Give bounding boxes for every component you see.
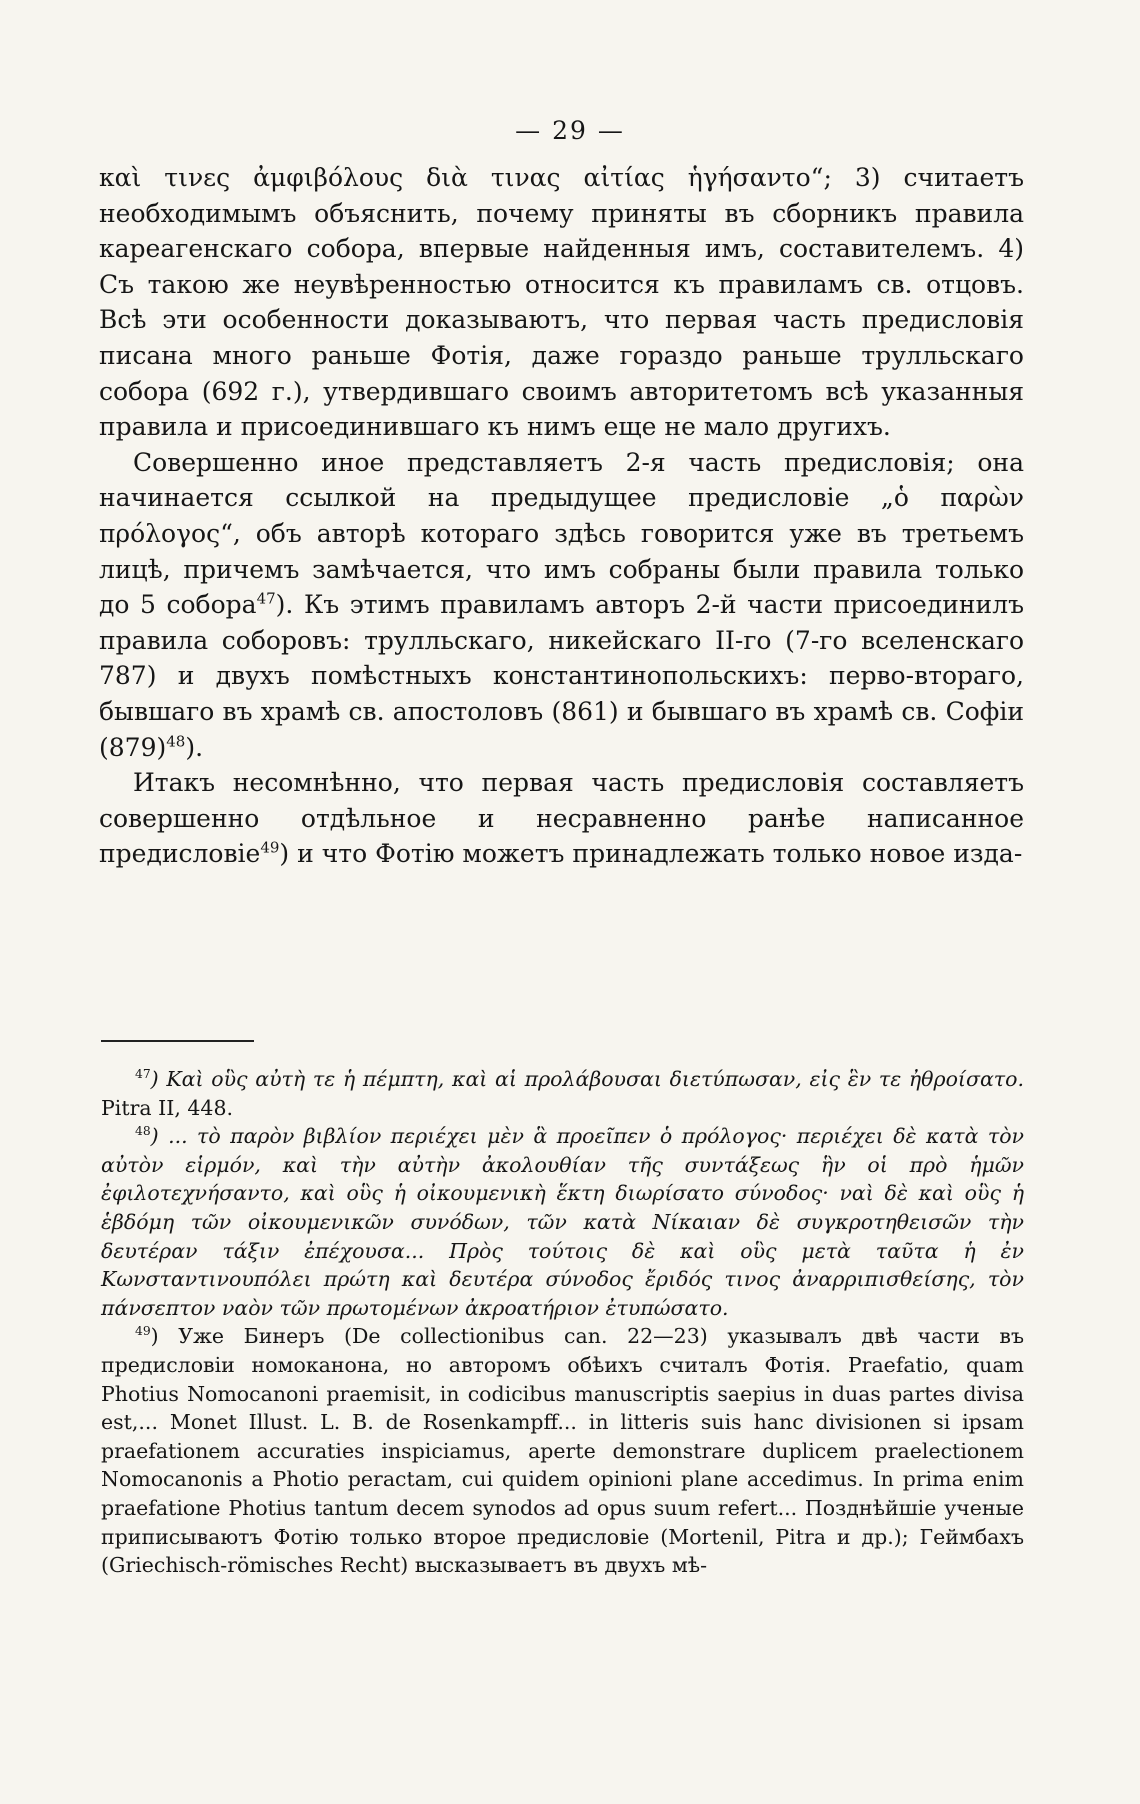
paragraph-3-text-a: Итакъ несомнѣнно, что первая часть предисловія составляетъ совершенно отдѣльное и несравненно ранѣе написанное предисловіе <box>99 768 1024 869</box>
footnote-48 <box>101 1122 1024 1322</box>
footnote-ref-48: 48 <box>166 732 186 751</box>
footnote-49-marker: 49 <box>135 1324 151 1339</box>
paragraph-2-text-c: ). <box>185 732 204 762</box>
footnote-47-greek: ) Καὶ οὓς αὐτὴ τε ἡ πέμπτη, καὶ αἱ προλάβουσαι διετύπωσαν, εἰς ἓν τε ἠθροίσατο. <box>150 1067 1024 1091</box>
page-number: — 29 — <box>515 116 625 145</box>
paragraph-3 <box>99 765 1024 872</box>
footnote-48-marker: 48 <box>135 1124 151 1139</box>
footnote-49-text: ) Уже Бинеръ (De collectionibus can. 22—23) указывалъ двѣ части въ предисловіи номоканона, но авторомъ обѣихъ считалъ Фотія. Praefatio, quam Photius Nomocanoni praemisit, in codicibus manuscriptis saepius in duas partes divisa est,... Monet Illust. L. B. de Rosenkampff... in litteris suis hanc divisionen si ipsam praefationem accuraties inspiciamus, aperte demonstrare duplicem praelectionem Nomocanonis a Photio peractam, cui quidem opinioni plane accedimus. In prima enim praefatione Photius tantum decem synodos ad opus suum refert... Позднѣйшіе ученые приписываютъ Фотію только второе предисловіе (Mortenil, Pitra и др.); Геймбахъ (Griechisch-römisches Recht) высказываетъ въ двухъ мѣ- <box>101 1324 1024 1578</box>
footnote-separator <box>101 1040 254 1042</box>
footnote-47-marker: 47 <box>135 1067 151 1082</box>
footnote-48-greek: ) ... τὸ παρὸν βιβλίον περιέχει μὲν ἃ προεῖπεν ὁ πρόλογος· περιέχει δὲ κατὰ τὸν αὐτὸν εἱρμόν, καὶ τὴν αὐτὴν ἀκολουθίαν τῆς συντάξεως ἣν οἱ πρὸ ἡμῶν ἐφιλοτεχνήσαντο, καὶ οὓς ἡ οἰκουμενικὴ ἕκτη διωρίσατο σύνοδος· ναὶ δὲ καὶ οὓς ἡ ἑβδόμη τῶν οἰκουμενικῶν συνόδων, τῶν κατὰ Νίκαιαν δὲ συγκροτηθεισῶν τὴν δευτέραν τάξιν ἐπέχουσα... Πρὸς τούτοις δὲ καὶ οὓς μετὰ ταῦτα ἡ ἐν Κωνσταντινουπόλει πρώτη καὶ δευτέρα σύνοδος ἔριδός τινος ἀναρριπισθείσης, τὸν πάνσεπτον ναὸν τῶν πρωτομένων ἀκροατήριον ἐτυπώσατο. <box>101 1124 1024 1320</box>
footnote-47-ref: Pitra II, 448. <box>101 1095 233 1120</box>
paragraph-2-text-a: Совершенно иное представляетъ 2-я часть предисловія; она начинается ссылкой на предыдущее предисловіе „ὁ παρὼν πρόλογος“, объ авторѣ котораго здѣсь говорится уже въ третьемъ лицѣ, причемъ замѣчается, что имъ собраны были правила только до 5 собора <box>99 447 1024 620</box>
main-text <box>99 160 1024 872</box>
footnote-ref-47: 47 <box>256 589 276 608</box>
footnote-47 <box>101 1065 1024 1122</box>
paragraph-2-text-b: ). Къ этимъ правиламъ авторъ 2-й части присоединилъ правила соборовъ: трулльскаго, никейскаго II-го (7-го вселенскаго 787) и двухъ помѣстныхъ константинопольскихъ: перво-втораго, бывшаго въ храмѣ св. апостоловъ (861) и бывшаго въ храмѣ св. Софіи (879) <box>99 590 1025 762</box>
paragraph-2 <box>99 445 1024 765</box>
footnote-ref-49: 49 <box>260 838 280 857</box>
footnote-49 <box>101 1322 1024 1579</box>
footnotes <box>101 1065 1024 1580</box>
paragraph-1: καὶ τινες ἀμφιβόλους διὰ τινας αἰτίας ἡγήσαντο“; 3) считаетъ необходимымъ объяснить, почему приняты въ сборникъ правила кареагенскаго собора, впервые найденныя имъ, составителемъ. 4) Съ такою же неувѣренностью относится къ правиламъ св. отцовъ. Всѣ эти особенности доказываютъ, что первая часть предисловія писана много раньше Фотія, даже гораздо раньше трулльскаго собора (692 г.), утвердившаго своимъ авторитетомъ всѣ указанныя правила и присоединившаго къ нимъ еще не мало другихъ. <box>99 163 1024 442</box>
paragraph-3-text-b: ) и что Фотію можетъ принадлежать только новое изда- <box>279 839 1023 869</box>
